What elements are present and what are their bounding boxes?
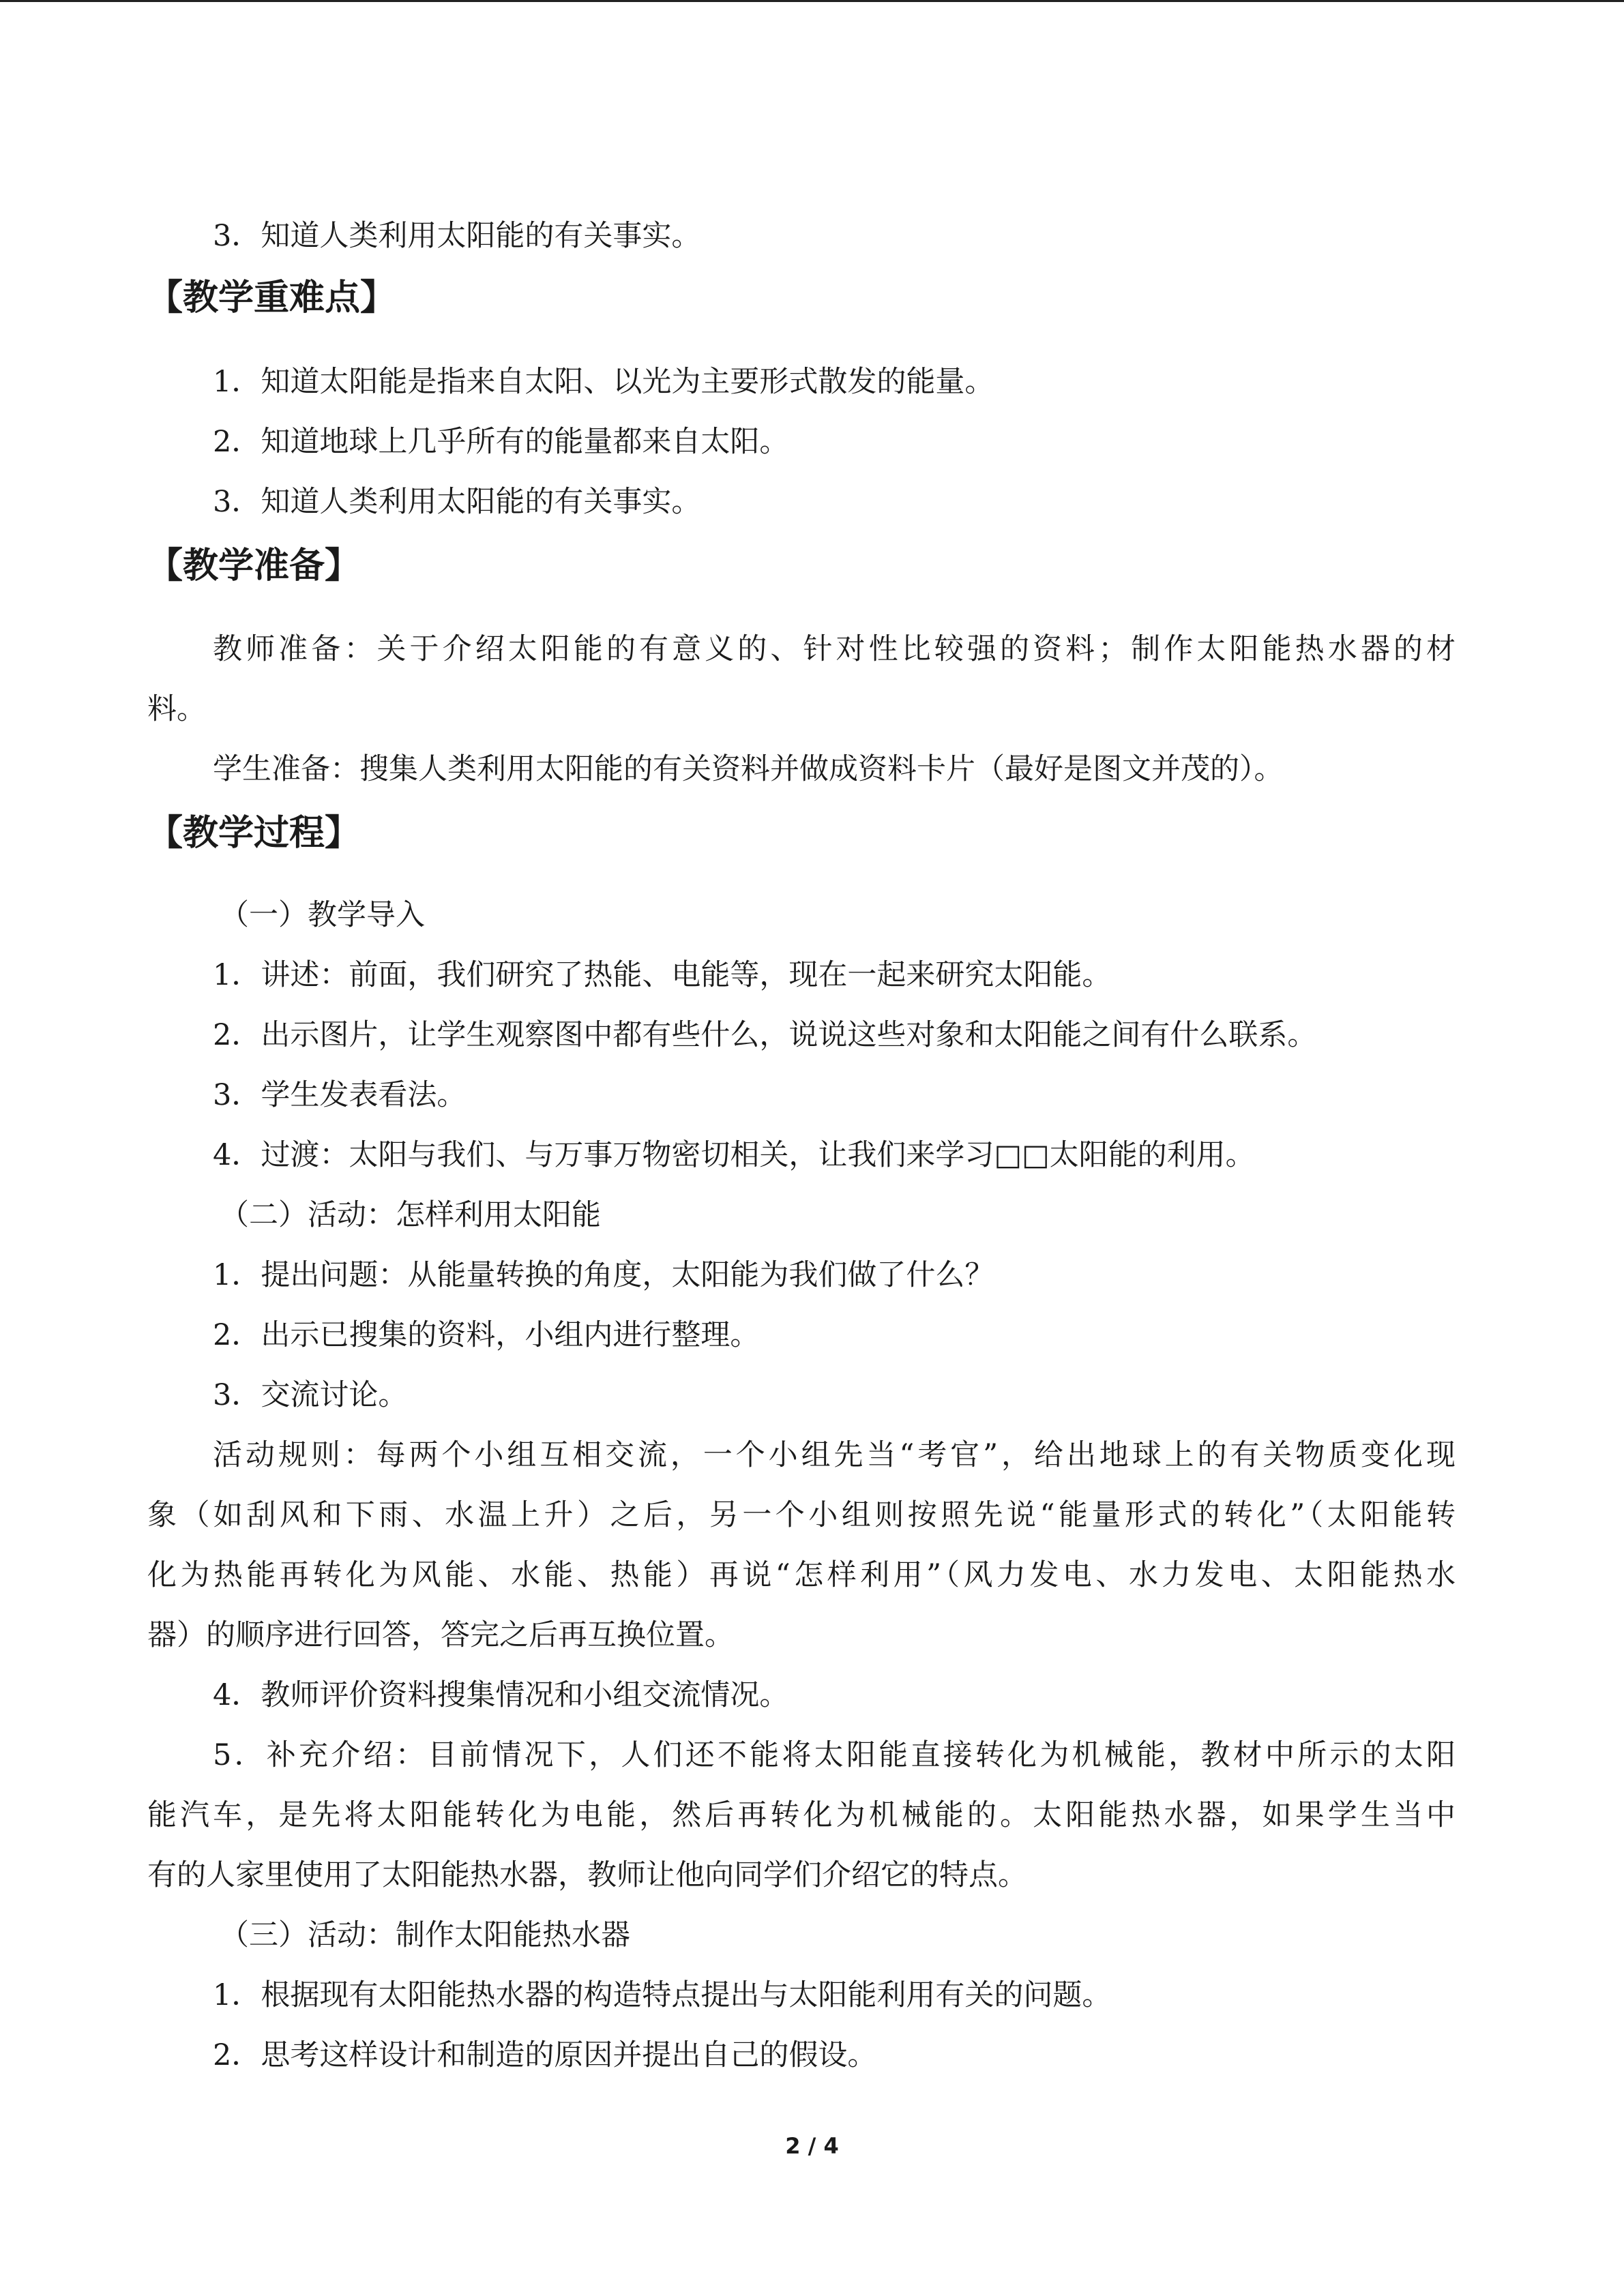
student-preparation: 学生准备：搜集人类利用太阳能的有关资料并做成资料卡片（最好是图文并茂的）。 <box>213 752 1284 786</box>
page-number: 2 / 4 <box>785 2133 839 2159</box>
supplement-line: 5．补充介绍：目前情况下，人们还不能将太阳能直接转化为机械能，教材中所示的太阳 <box>213 1738 1456 1772</box>
section-3-item: 2．思考这样设计和制造的原因并提出自己的假设。 <box>213 2038 877 2072</box>
goal-item-3: 3．知道人类利用太阳能的有关事实。 <box>213 219 701 253</box>
activity-rules-line: 活动规则：每两个小组互相交流，一个小组先当“考官”，给出地球上的有关物质变化现 <box>213 1438 1456 1472</box>
section-3-title: （三）活动：制作太阳能热水器 <box>220 1918 630 1952</box>
section-2-item-4: 4．教师评价资料搜集情况和小组交流情况。 <box>213 1678 789 1712</box>
section-2-item: 3．交流讨论。 <box>213 1378 408 1412</box>
section-2-title: （二）活动：怎样利用太阳能 <box>220 1198 601 1232</box>
section-1-title: （一）教学导入 <box>220 898 425 932</box>
top-border <box>0 0 1624 2</box>
section-1-item: 2．出示图片，让学生观察图中都有些什么，说说这些对象和太阳能之间有什么联系。 <box>213 1018 1317 1052</box>
section-3-item: 1．根据现有太阳能热水器的构造特点提出与太阳能利用有关的问题。 <box>213 1978 1112 2012</box>
section-1-item: 1．讲述：前面，我们研究了热能、电能等，现在一起来研究太阳能。 <box>213 958 1112 992</box>
activity-rules-line: 化为热能再转化为风能、水能、热能）再说“怎样利用”（风力发电、水力发电、太阳能热水 <box>147 1558 1456 1592</box>
section-1-item: 3．学生发表看法。 <box>213 1078 467 1112</box>
supplement-line: 能汽车，是先将太阳能转化为电能，然后再转化为机械能的。太阳能热水器，如果学生当中 <box>147 1798 1456 1832</box>
activity-rules-line: 象（如刮风和下雨、水温上升）之后，另一个小组则按照先说“能量形式的转化”（太阳能转 <box>147 1498 1456 1532</box>
key-points-heading: 【教学重难点】 <box>147 278 396 318</box>
key-point-item: 3．知道人类利用太阳能的有关事实。 <box>213 485 701 519</box>
preparation-heading: 【教学准备】 <box>147 546 361 586</box>
section-1-item: 4．过渡：太阳与我们、与万事万物密切相关，让我们来学习□□太阳能的利用。 <box>213 1138 1255 1172</box>
section-2-item: 1．提出问题：从能量转换的角度，太阳能为我们做了什么？ <box>213 1258 994 1292</box>
key-point-item: 2．知道地球上几乎所有的能量都来自太阳。 <box>213 425 789 459</box>
teacher-preparation-cont: 料。 <box>147 692 206 726</box>
activity-rules-line: 器）的顺序进行回答，答完之后再互换位置。 <box>147 1618 734 1652</box>
teacher-preparation: 教师准备：关于介绍太阳能的有意义的、针对性比较强的资料；制作太阳能热水器的材 <box>213 632 1456 666</box>
section-2-item: 2．出示已搜集的资料，小组内进行整理。 <box>213 1318 760 1352</box>
supplement-line: 有的人家里使用了太阳能热水器，教师让他向同学们介绍它的特点。 <box>147 1858 1027 1892</box>
key-point-item: 1．知道太阳能是指来自太阳、以光为主要形式散发的能量。 <box>213 365 994 399</box>
process-heading: 【教学过程】 <box>147 813 361 854</box>
